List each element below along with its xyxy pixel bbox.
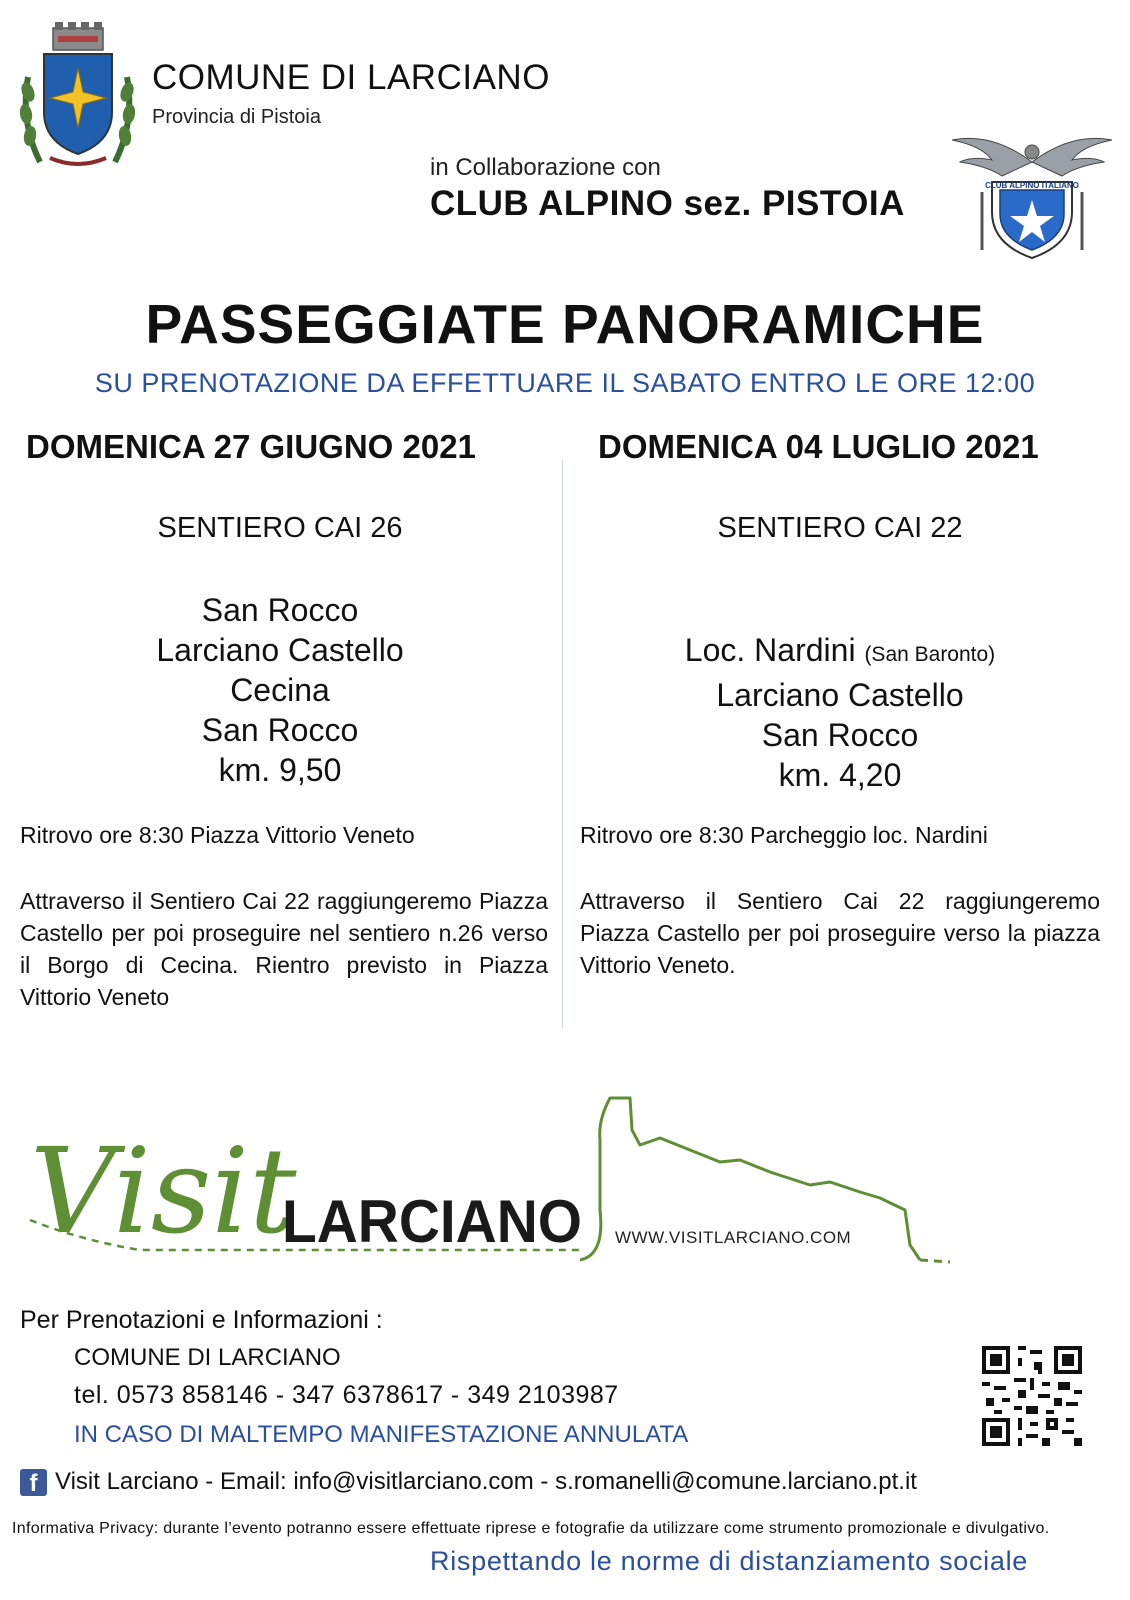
visit-script: Visit [30, 1122, 297, 1260]
booking-subtitle: SU PRENOTAZIONE DA EFFETTUARE IL SABATO ENTRO LE ORE 12:00 [94, 368, 1036, 398]
route-stop: Cecina [230, 672, 330, 708]
collaborazione-label: in Collaborazione con [430, 154, 661, 181]
info-telephone: tel. 0573 858146 - 347 6378617 - 349 2103987 [74, 1381, 619, 1409]
route-distance: km. 4,20 [778, 757, 902, 793]
route-left [20, 590, 540, 790]
provincia-label: Provincia di Pistoia [152, 106, 321, 128]
ritrovo-right: Ritrovo ore 8:30 Parcheggio loc. Nardini [580, 822, 988, 848]
visit-larciano-logo [20, 1090, 960, 1290]
route-stop: Larciano Castello [716, 677, 964, 713]
comune-title: COMUNE DI LARCIANO [152, 58, 550, 97]
visit-url: WWW.VISITLARCIANO.COM [615, 1228, 852, 1247]
sentiero-right: SENTIERO CAI 22 [717, 512, 963, 544]
route-stop-note: (San Baronto) [864, 643, 996, 666]
cai-logo-text: CLUB ALPINO ITALIANO [985, 181, 1079, 190]
route-stop: San Rocco [201, 592, 359, 628]
facebook-icon: f [20, 1469, 47, 1496]
route-stop: Larciano Castello [156, 632, 404, 668]
route-stop: San Rocco [761, 717, 919, 753]
ritrovo-left: Ritrovo ore 8:30 Piazza Vittorio Veneto [20, 822, 415, 848]
info-title: Per Prenotazioni e Informazioni : [20, 1306, 383, 1334]
description-left: Attraverso il Sentiero Cai 22 raggiungeremo Piazza Castello per poi proseguire nel sentiero n.26 verso il Borgo di Cecina. Rientro previsto in Piazza Vittorio Veneto [20, 888, 548, 1010]
route-stop: San Rocco [201, 712, 359, 748]
cai-logo-icon [952, 132, 1112, 262]
privacy-notice: Informativa Privacy: durante l’evento potranno essere effettuate riprese e fotografie da utilizzare come strumento promozionale e divulgativo. [12, 1520, 1050, 1537]
club-alpino-title: CLUB ALPINO sez. PISTOIA [430, 184, 905, 223]
comune-crest-icon [20, 22, 135, 172]
route-right [580, 630, 1100, 795]
qr-code-icon [982, 1346, 1082, 1446]
column-divider [562, 460, 563, 1028]
description-right: Attraverso il Sentiero Cai 22 raggiungeremo Piazza Castello per poi proseguire verso la piazza Vittorio Veneto. [580, 888, 1100, 978]
route-distance: km. 9,50 [218, 752, 342, 788]
info-comune: COMUNE DI LARCIANO [74, 1344, 341, 1371]
weather-notice: IN CASO DI MALTEMPO MANIFESTAZIONE ANNULATA [74, 1421, 689, 1448]
route-stop [580, 630, 1100, 675]
main-title: PASSEGGIATE PANORAMICHE [145, 293, 985, 355]
contacts-text: Visit Larciano - Email: info@visitlarciano.com - s.romanelli@comune.larciano.pt.it [55, 1468, 917, 1495]
event-date-right: DOMENICA 04 LUGLIO 2021 [598, 428, 1039, 465]
distancing-notice: Rispettando le norme di distanziamento sociale [430, 1546, 1029, 1576]
route-stop-name: Loc. Nardini [684, 632, 856, 668]
event-date-left: DOMENICA 27 GIUGNO 2021 [26, 428, 476, 465]
larciano-wordmark: LARCIANO [282, 1188, 582, 1255]
contacts-line [20, 1468, 917, 1496]
sentiero-left: SENTIERO CAI 26 [157, 512, 403, 544]
